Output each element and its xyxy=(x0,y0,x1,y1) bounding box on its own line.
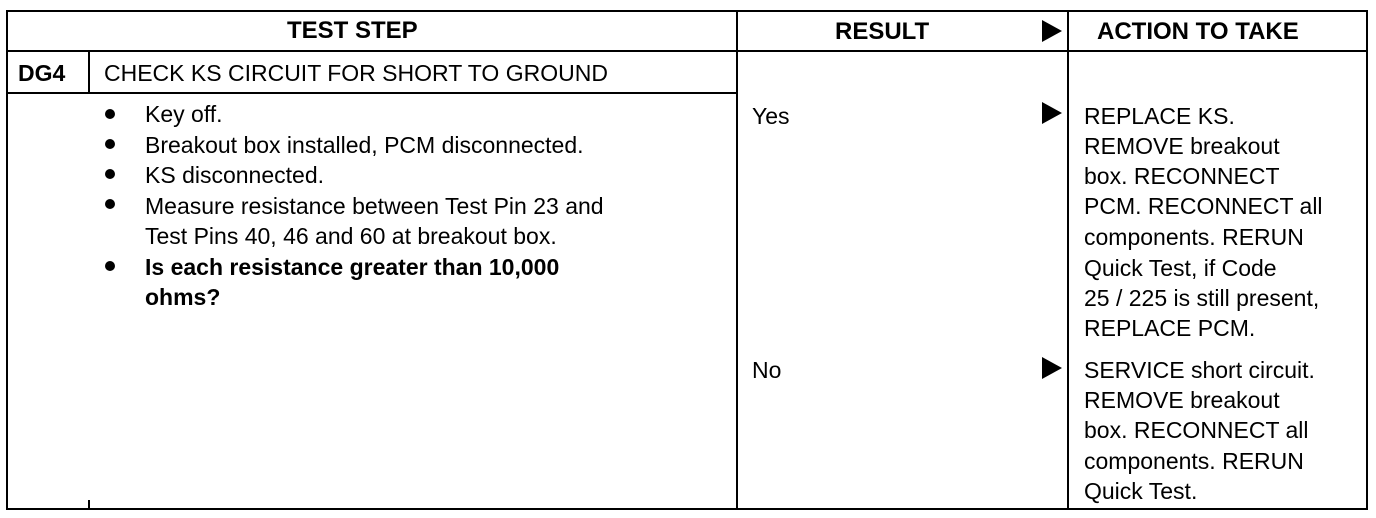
bullet-icon xyxy=(105,199,115,209)
step-id-divider-lower xyxy=(88,500,90,510)
step-title-bottom-border xyxy=(6,92,737,94)
table-left-border xyxy=(6,10,8,510)
action-no-line: REMOVE breakout xyxy=(1084,387,1280,413)
bullet-text: Breakout box installed, PCM disconnected. xyxy=(145,132,584,158)
bullet-text: Measure resistance between Test Pin 23 and xyxy=(145,193,604,219)
step-id-divider xyxy=(88,50,90,94)
result-no-arrow-icon xyxy=(1042,357,1062,379)
action-yes-line: REPLACE KS. xyxy=(1084,103,1235,129)
action-yes-line: REPLACE PCM. xyxy=(1084,315,1256,341)
action-no-line: components. RERUN xyxy=(1084,448,1304,474)
header-arrow-icon xyxy=(1042,20,1062,42)
header-result: RESULT xyxy=(835,18,930,45)
action-yes-line: REMOVE breakout xyxy=(1084,133,1280,159)
step-id: DG4 xyxy=(18,60,66,86)
table-top-border xyxy=(6,10,1368,12)
action-yes-line: PCM. RECONNECT all xyxy=(1084,193,1323,219)
bullet-text: Key off. xyxy=(145,101,223,127)
bullet-text-continued: Test Pins 40, 46 and 60 at breakout box. xyxy=(145,223,557,249)
action-no-line: box. RECONNECT all xyxy=(1084,417,1309,443)
action-column-divider xyxy=(1067,10,1069,510)
action-no-line: Quick Test. xyxy=(1084,478,1198,504)
action-no-line: SERVICE short circuit. xyxy=(1084,357,1315,383)
bullet-icon xyxy=(105,109,115,119)
header-action: ACTION TO TAKE xyxy=(1097,18,1299,45)
bullet-icon xyxy=(105,139,115,149)
action-yes-line: 25 / 225 is still present, xyxy=(1084,285,1320,311)
bullet-question: Is each resistance greater than 10,000 xyxy=(145,254,560,280)
bullet-icon xyxy=(105,169,115,179)
action-yes-line: box. RECONNECT xyxy=(1084,163,1280,189)
table-bottom-border xyxy=(6,508,1368,510)
result-column-divider xyxy=(736,10,738,510)
result-no: No xyxy=(752,357,782,383)
result-yes: Yes xyxy=(752,103,790,129)
bullet-question-continued: ohms? xyxy=(145,284,221,310)
bullet-text: KS disconnected. xyxy=(145,162,325,188)
header-test-step: TEST STEP xyxy=(287,17,418,44)
bullet-icon xyxy=(105,261,115,271)
header-bottom-border xyxy=(6,50,1368,52)
result-yes-arrow-icon xyxy=(1042,102,1062,124)
step-title: CHECK KS CIRCUIT FOR SHORT TO GROUND xyxy=(104,60,608,86)
action-yes-line: components. RERUN xyxy=(1084,224,1304,250)
table-right-border xyxy=(1366,10,1368,510)
action-yes-line: Quick Test, if Code xyxy=(1084,255,1277,281)
